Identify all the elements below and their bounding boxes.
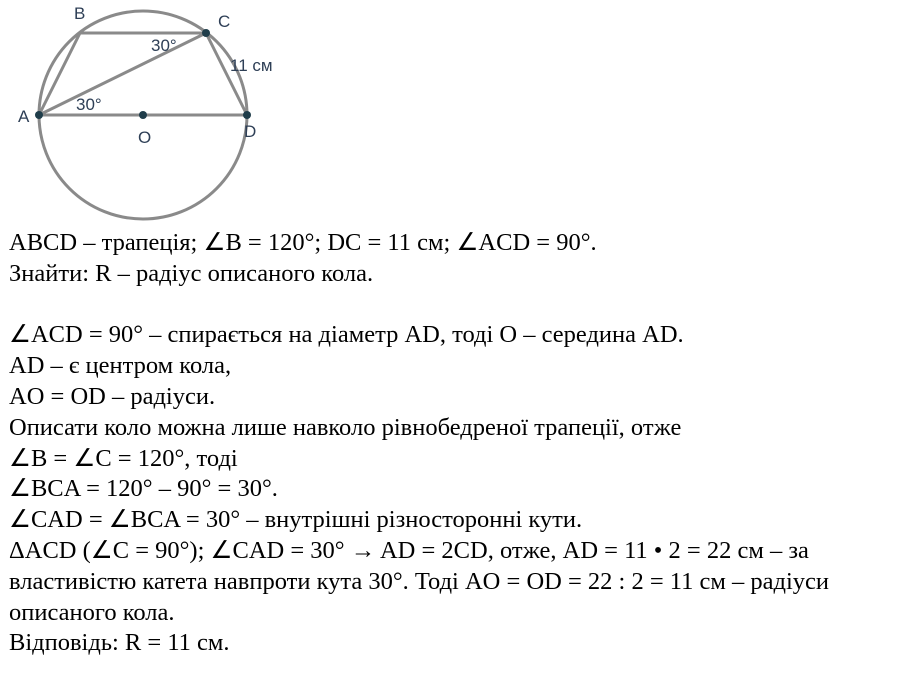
label-b: B xyxy=(74,4,86,23)
point-d xyxy=(243,111,251,119)
angle-bca-label: 30° xyxy=(151,36,177,55)
solution-line: описаного кола. xyxy=(9,598,175,626)
solution-line: ΔACD (∠C = 90°); ∠CAD = 30° → AD = 2CD, отже, AD = 11 • 2 = 22 см – за xyxy=(9,536,809,564)
answer-line: Відповідь: R = 11 см. xyxy=(9,629,230,657)
label-c: C xyxy=(218,12,231,31)
point-a xyxy=(35,111,43,119)
solution-line: Описати коло можна лише навколо рівнобедреної трапеції, отже xyxy=(9,413,682,441)
side-dc-length-label: 11 см xyxy=(230,56,273,75)
solution-line: ∠BCA = 120° – 90° = 30°. xyxy=(9,475,278,503)
find-line: Знайти: R – радіус описаного кола. xyxy=(9,259,374,287)
solution-line: ∠ACD = 90° – спирається на діаметр AD, тоді O – середина AD. xyxy=(9,321,684,349)
label-o: O xyxy=(138,128,152,147)
label-d: D xyxy=(244,122,257,141)
point-c xyxy=(202,29,210,37)
side-ab xyxy=(39,33,80,115)
solution-text xyxy=(9,228,904,659)
solution-line: ∠B = ∠C = 120°, тоді xyxy=(9,444,238,472)
given-line: ABCD – трапеція; ∠B = 120°; DC = 11 см; ∠ACD = 90°. xyxy=(9,229,597,256)
blank-line xyxy=(9,290,904,321)
solution-line: властивістю катета навпроти кута 30°. Тоді AO = OD = 22 : 2 = 11 см – радіуси xyxy=(9,567,829,595)
label-a: A xyxy=(18,107,30,126)
solution-line: ∠CAD = ∠BCA = 30° – внутрішні різносторонні кути. xyxy=(9,506,583,534)
solution-line: AD – є центром кола, xyxy=(9,352,232,380)
solution-line: AO = OD – радіуси. xyxy=(9,382,216,410)
angle-cad-label: 30° xyxy=(76,95,102,114)
point-o xyxy=(139,111,147,119)
geometry-figure xyxy=(0,0,300,228)
